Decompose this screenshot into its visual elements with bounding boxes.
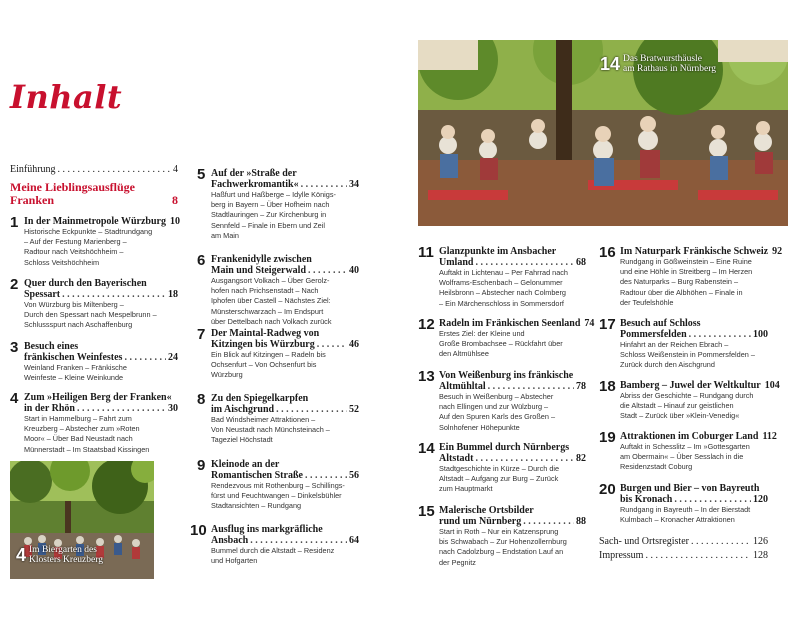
entry-title: Bamberg – Juwel der Weltkultur [620,380,761,391]
toc-impressum[interactable] [599,550,768,561]
entry-title: Besuch auf Schloss [620,318,701,329]
entry-number: 7 [197,326,206,343]
entry-title: Besuch eines [24,341,79,352]
entry-number: 12 [418,316,435,333]
entry-page: 56 [349,470,359,481]
entry-number: 8 [197,391,206,408]
entry-title: Glanzpunkte im Ansbacher [439,246,557,257]
toc-impressum-label: Impressum [599,550,644,561]
entry-page: 68 [576,257,586,268]
entry-page: 46 [349,339,359,350]
entry-desc: Rundgang in Bayreuth – In der Bierstadt Kulmbach – Kronacher Attraktionen [620,505,751,525]
entry-page: 74 [584,318,595,329]
entry-number: 5 [197,166,206,183]
entry-desc: Hinfahrt an der Reichen Ebrach – Schloss Weißenstein in Pommersfelden – Zurück durch den Aischgrund [620,340,755,370]
entry-desc: Abriss der Geschichte – Rundgang durch die Altstadt – Hinauf zur geistlichen Stadt – Zurück über »Klein-Venedig« [620,391,754,421]
toc-intro[interactable] [10,164,178,175]
favorites-heading-line1: Meine Lieblingsausflüge [10,180,136,194]
toc-entry-11[interactable] [418,246,586,309]
favorites-heading-line2: Franken [10,193,55,207]
entry-desc: Start in Roth – Nur ein Katzensprung bis Schwabach – Zur Hohenzollernburg nach Cadolzburg – Endstation Lauf an der Pegnitz [439,527,567,567]
entry-desc: Rundgang in Gößweinstein – Eine Ruine und eine Höhle in Streitberg – Im Herzen des Naturparks – Burg Rabenstein – Radtour über die Albhöhen – Finale in der Teufelshöhle [620,257,753,307]
entry-number: 19 [599,429,616,446]
entry-title: Frankenidylle zwischen [211,254,312,265]
toc-entry-5[interactable] [197,168,359,241]
entry-desc: Haßfurt und Haßberge – Idylle Königs- berg in Bayern – Über Hofheim nach Stadtlauringen – Zur Kirchenburg in Sennfeld – Finale in Ebern und Zeil am Main [211,190,336,240]
toc-register-page: 126 [753,536,768,547]
entry-title: Main und Steigerwald [211,265,307,276]
toc-entry-15[interactable] [418,505,586,568]
entry-page: 82 [576,453,586,464]
entry-title: Kitzingen bis Würzburg [211,339,315,350]
entry-desc: Historische Eckpunkte – Stadtrundgang – Auf der Festung Marienberg – Radtour nach Veitshöchheim – Schloss Veitshöchheim [24,227,153,267]
entry-title: Fachwerkromantik« [211,179,299,190]
entry-title: Ausflug ins markgräfliche [211,524,323,535]
entry-title: Altmühltal [439,381,486,392]
entry-title: Malerische Ortsbilder [439,505,534,516]
entry-title: Spessart [24,289,61,300]
toc-intro-page: 4 [173,164,178,175]
entry-title: rund um Nürnberg [439,516,522,527]
entry-title: Der Maintal-Radweg von [211,328,320,339]
toc-entry-2[interactable] [10,278,178,331]
entry-title: Ansbach [211,535,249,546]
toc-entry-16[interactable] [599,244,783,308]
toc-entry-20[interactable] [599,483,768,525]
bratwursthaeusle-caption: 14 Das Bratwursthäusle am Rathaus in Nürnberg [600,54,716,74]
entry-number: 16 [599,244,616,261]
entry-title: in der Rhön [24,403,75,414]
entry-desc: Ausgangsort Volkach – Über Gerolz- hofen nach Prichsenstadt – Nach Iphofen über Castell – Nächstes Ziel: Münsterschwarzach – Im Endspurt über Dettelbach nach Volkach zurück [211,276,332,326]
entry-number: 4 [10,390,19,407]
entry-desc: Start in Hammelburg – Fahrt zum Kreuzberg – Abstecher zum »Roten Moor« – Über Bad Neustadt nach Münnerstadt – Im Staatsbad Kissingen [24,414,150,454]
entry-title: Umland [439,257,474,268]
entry-desc: Ein Blick auf Kitzingen – Radeln bis Ochsenfurt – Von Ochsenfurt bis Würzburg [211,350,326,380]
entry-page: 78 [576,381,586,392]
entry-title: Pommersfelden [620,329,687,340]
toc-impressum-page: 128 [753,550,768,561]
entry-title: Im Naturpark Fränkische Schweiz [620,246,769,257]
entry-title: Von Weißenburg ins fränkische [439,370,574,381]
toc-entry-9[interactable] [197,459,359,512]
entry-title: Attraktionen im Coburger Land [620,431,759,442]
entry-title: Ein Bummel durch Nürnbergs [439,442,570,453]
entry-page: 120 [753,494,768,505]
toc-register[interactable] [599,536,768,547]
entry-title: Radeln im Fränkischen Seenland [439,318,581,329]
entry-number: 15 [418,503,435,520]
entry-number: 17 [599,316,616,333]
entry-number: 13 [418,368,435,385]
entry-page: 34 [349,179,359,190]
biergarten-photo [10,461,154,579]
entry-desc: Erstes Ziel: der Kleine und Große Brombachsee – Rückfahrt über den Altmühlsee [439,329,563,359]
entry-page: 24 [168,352,178,363]
entry-title: im Aischgrund [211,404,275,415]
favorites-heading-page: 8 [172,193,178,207]
entry-number: 9 [197,457,206,474]
entry-page: 88 [576,516,586,527]
entry-title: Kleinode an der [211,459,280,470]
toc-register-label: Sach- und Ortsregister [599,536,689,547]
toc-entry-18[interactable] [599,378,780,422]
entry-title: Burgen und Bier – von Bayreuth [620,483,760,494]
toc-entry-12[interactable] [418,316,595,360]
entry-desc: Weinland Franken – Fränkische Weinfeste – Kleine Weinkunde [24,363,127,383]
bratwursthaeusle-photo [418,40,788,226]
entry-page: 92 [772,246,783,257]
entry-page: 40 [349,265,359,276]
entry-page: 10 [169,216,180,227]
toc-entry-7[interactable] [197,328,359,381]
entry-desc: Rendezvous mit Rothenburg – Schillings- fürst und Feuchtwangen – Dinkelsbühler Stadtansichten – Rundgang [211,481,345,511]
entry-title: Altstadt [439,453,474,464]
entry-title: In der Mainmetropole Würzburg [24,216,166,227]
toc-entry-8[interactable] [197,393,359,446]
entry-page: 30 [168,403,178,414]
entry-title: fränkischen Weinfestes [24,352,123,363]
entry-desc: Auftakt in Schesslitz – Im »Gottesgarten am Obermain« – Über Sesslach in die Residenzstadt Coburg [620,442,750,472]
entry-desc: Auftakt in Lichtenau – Per Fahrrad nach Wolframs-Eschenbach – Gelonummer Heilsbronn – Abstecher nach Colmberg – Ein Märchenschloss in Sommersdorf [439,268,568,308]
toc-entry-14[interactable] [418,442,586,495]
entry-number: 1 [10,214,19,231]
entry-title: bis Kronach [620,494,673,505]
entry-number: 2 [10,276,19,293]
entry-desc: Stadtgeschichte in Kürze – Durch die Altstadt – Aufgang zur Burg – Zurück zum Hauptmarkt [439,464,560,494]
toc-entry-13[interactable] [418,370,586,433]
toc-entry-6[interactable] [197,254,359,327]
entry-number: 20 [599,481,616,498]
page-title: Inhalt [10,78,123,116]
biergarten-caption: 4 Im Biergarten des Klosters Kreuzberg [16,545,103,565]
entry-title: Zum »Heiligen Berg der Franken« [24,392,172,403]
entry-title: Auf der »Straße der [211,168,297,179]
entry-number: 14 [418,440,435,457]
entry-desc: Besuch in Weißenburg – Abstecher nach Ellingen und zur Wülzburg – Auf den Spuren Karls des Großen – Solnhofener Höhepunkte [439,392,556,432]
toc-entry-10[interactable] [190,524,359,566]
entry-title: Quer durch den Bayerischen [24,278,147,289]
entry-title: Romantischen Straße [211,470,303,481]
entry-number: 11 [418,244,434,261]
entry-page: 64 [349,535,359,546]
entry-number: 6 [197,252,206,269]
toc-entry-4[interactable] [10,392,178,455]
entry-number: 3 [10,339,19,356]
entry-page: 18 [168,289,178,300]
entry-desc: Bummel durch die Altstadt – Residenz und Hofgarten [211,546,335,566]
toc-entry-1[interactable] [10,216,178,268]
entry-title: Zu den Spiegelkarpfen [211,393,309,404]
toc-entry-17[interactable] [599,318,768,371]
entry-page: 112 [762,431,777,442]
entry-page: 100 [753,329,768,340]
entry-page: 52 [349,404,359,415]
entry-number: 18 [599,378,616,395]
entry-desc: Bad Windsheimer Attraktionen – Von Neustadt nach Münchsteinach – Tageziel Höchstadt [211,415,330,445]
toc-entry-19[interactable] [599,429,777,473]
favorites-heading[interactable] [10,181,178,207]
entry-desc: Von Würzburg bis Miltenberg – Durch den Spessart nach Mespelbrunn – Schlussspurt nach Aschaffenburg [24,300,157,330]
entry-number: 10 [190,522,207,539]
entry-page: 104 [764,380,780,391]
toc-entry-3[interactable] [10,341,178,383]
toc-intro-label: Einführung [10,164,56,175]
